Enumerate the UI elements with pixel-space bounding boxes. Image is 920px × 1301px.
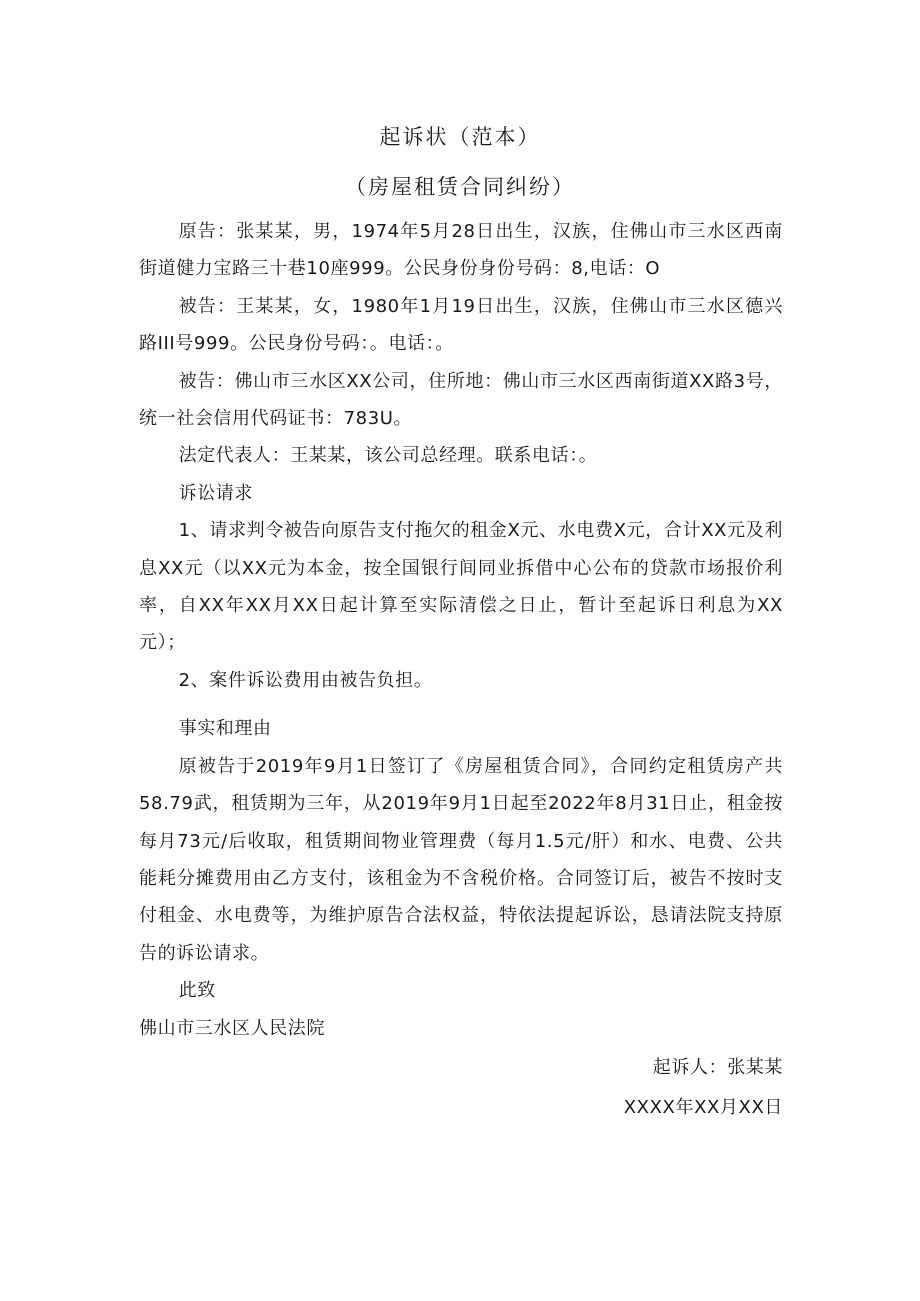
signature-line: 起诉人：张某某 xyxy=(652,1056,783,1078)
document-body xyxy=(139,213,783,1127)
claim-item-1: 1、请求判令被告向原告支付拖欠的租金X元、水电费X元，合计XX元及利息XX元（以XX元为本金，按全国银行间同业拆借中心公布的贷款市场报价利率，自XX年XX月XX日起计算至实际清偿之日止，暂计至起诉日利息为XX元）； xyxy=(139,520,783,654)
defendant-paragraph-2: 被告：佛山市三水区XX公司，住所地：佛山市三水区西南街道XX路3号，统一社会信用代码证书：783U。 xyxy=(139,370,783,430)
plaintiff-paragraph: 原告：张某某，男，1974年5月28日出生，汉族，住佛山市三水区西南街道健力宝路三十巷10座999。公民身份身份号码：8,电话：O xyxy=(139,221,783,280)
claims-heading: 诉讼请求 xyxy=(178,482,253,504)
claim-item-2: 2、案件诉讼费用由被告负担。 xyxy=(178,669,433,691)
facts-heading: 事实和理由 xyxy=(178,718,272,740)
document-subtitle: （房屋租赁合同纠纷） xyxy=(345,175,575,199)
defendant-paragraph-1: 被告：王某某，女，1980年1月19日出生，汉族，住佛山市三水区德兴路III号999。公民身份号码：。电话：。 xyxy=(139,295,783,355)
legal-representative-paragraph: 法定代表人：王某某，该公司总经理。联系电话：。 xyxy=(178,445,598,467)
date-line: XXXX年XX月XX日 xyxy=(623,1097,783,1119)
closing-salutation: 此致 xyxy=(178,980,216,1002)
document-title: 起诉状（范本） xyxy=(379,125,541,149)
court-name: 佛山市三水区人民法院 xyxy=(139,1017,325,1039)
facts-paragraph: 原被告于2019年9月1日签订了《房屋租赁合同》，合同约定租赁房产共58.79武，租赁期为三年，从2019年9月1日起至2022年8月31日止，租金按每月73元/后收取，租赁期间物业管理费（每月1.5元/肝）和水、电费、公共能耗分摊费用由乙方支付，该租金为不含税价格。合同签订后，被告不按时支付租金、水电费等，为维护原告合法权益，特依法提起诉讼，恳请法院支持原告的诉讼请求。 xyxy=(139,755,783,964)
